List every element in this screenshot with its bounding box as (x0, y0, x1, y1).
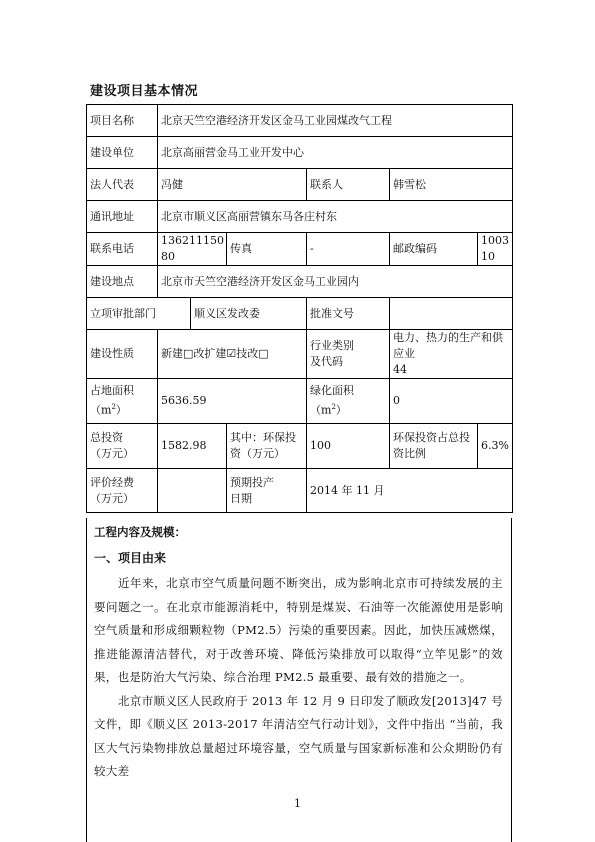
invest-label (87, 424, 158, 469)
row-area (87, 379, 513, 424)
approval-no-value (390, 298, 513, 330)
nature-label: 建设性质 (87, 330, 158, 379)
fax-value: - (307, 233, 390, 266)
area-label-line2: $(m^2)$ (90, 403, 127, 417)
area-label-line1: 占地面积 (90, 384, 134, 398)
phone-value: 13621115080 (158, 233, 227, 266)
start-date-value: 2014 年 11 月 (307, 469, 513, 513)
row-legal-rep (87, 169, 513, 201)
builder-value: 北京高丽营金马工业开发中心 (158, 137, 513, 169)
invest-value: 1582.98 (158, 424, 227, 469)
env-ratio-label (390, 424, 478, 469)
row-eval-fee (87, 469, 513, 513)
contact-label: 联系人 (307, 169, 390, 201)
eval-fee-label-line1: 评价经费 (90, 475, 134, 489)
industry-name: 电力、热力的生产和供应业 (393, 331, 503, 360)
row-address (87, 201, 513, 233)
builder-label: 建设单位 (87, 137, 158, 169)
eval-fee-label-line2: （万元） (90, 491, 134, 505)
project-name-label: 项目名称 (87, 105, 158, 137)
page-title: 建设项目基本情况 (90, 84, 199, 99)
section-heading: 一、项目由来 (94, 551, 167, 565)
env-invest-label-line1: 其中：环保投 (230, 431, 296, 444)
industry-label-line2: 及代码 (310, 355, 343, 368)
green-label-line1: 绿化面积 (310, 384, 354, 398)
legal-rep-value: 冯健 (158, 169, 307, 201)
start-label-line2: 日期 (230, 491, 252, 505)
postcode-value: 100310 (478, 233, 513, 266)
industry-code: 44 (393, 363, 407, 376)
row-project-name (87, 105, 513, 137)
start-label (227, 469, 307, 513)
phone-label: 联系电话 (87, 233, 158, 266)
env-ratio-value: 6.3% (478, 424, 513, 469)
paragraph-2: 北京市顺义区人民政府于 2013 年 12 月 9 日印发了顺政发[2013]47 号文件，即《顺义区 2013-2017 年清洁空气行动计划》，文件中指出 “当前，我区大气污染物排放总量超过环境容量，空气质量与国家新标准和公众期盼仍有较大差 (94, 693, 503, 778)
green-label (307, 379, 390, 424)
env-ratio-label-line2: 资比例 (393, 447, 426, 460)
project-name-value: 北京天竺空港经济开发区金马工业园煤改气工程 (158, 105, 513, 137)
env-invest-label (227, 424, 307, 469)
row-approval (87, 298, 513, 330)
start-label-line1: 预期投产 (230, 475, 274, 489)
legal-rep-label: 法人代表 (87, 169, 158, 201)
paragraph-1: 近年来，北京市空气质量问题不断突出，成为影响北京市可持续发展的主要问题之一。在北京市能源消耗中，特别是煤炭、石油等一次能源使用是影响空气质量和形成细颗粒物（PM2.5）污染的重要因素。因此，加快压减燃煤，推进能源清洁替代，对于改善环境、降低污染排放可以取得“立竿见影”的效果，也是防治大气污染、综合治理 PM2.5 最重要、最有效的措施之一。 (94, 576, 503, 684)
project-info-table (86, 104, 513, 513)
content-heading: 工程内容及规模： (94, 525, 186, 539)
invest-label-line1: 总投资 (90, 431, 123, 444)
green-label-line2: $(m^2)$ (310, 403, 347, 417)
env-invest-label-line2: 资（万元） (230, 447, 285, 460)
row-site (87, 266, 513, 298)
eval-fee-value (158, 469, 227, 513)
site-value: 北京市天竺空港经济开发区金马工业园内 (158, 266, 513, 298)
green-value: 0 (390, 379, 513, 424)
row-phone (87, 233, 513, 266)
industry-label (307, 330, 390, 379)
page-number: 1 (294, 797, 301, 810)
postcode-label: 邮政编码 (390, 233, 478, 266)
eval-fee-label (87, 469, 158, 513)
address-label: 通讯地址 (87, 201, 158, 233)
row-builder (87, 137, 513, 169)
approval-dept-label: 立项审批部门 (87, 298, 191, 330)
site-label: 建设地点 (87, 266, 158, 298)
area-label (87, 379, 158, 424)
nature-value: 新建□改扩建☑技改□ (158, 330, 307, 379)
row-investment (87, 424, 513, 469)
env-invest-value: 100 (307, 424, 390, 469)
project-content-section (86, 518, 512, 842)
area-value: 5636.59 (158, 379, 307, 424)
contact-value: 韩雪松 (390, 169, 513, 201)
row-nature (87, 330, 513, 379)
industry-label-line1: 行业类别 (310, 339, 354, 352)
approval-no-label: 批准文号 (307, 298, 390, 330)
fax-label: 传真 (227, 233, 307, 266)
invest-label-line2: （万元） (90, 447, 134, 460)
address-value: 北京市顺义区高丽营镇东马各庄村东 (158, 201, 513, 233)
industry-value (390, 330, 513, 379)
approval-dept-value: 顺义区发改委 (191, 298, 307, 330)
env-ratio-label-line1: 环保投资占总投 (393, 431, 470, 444)
